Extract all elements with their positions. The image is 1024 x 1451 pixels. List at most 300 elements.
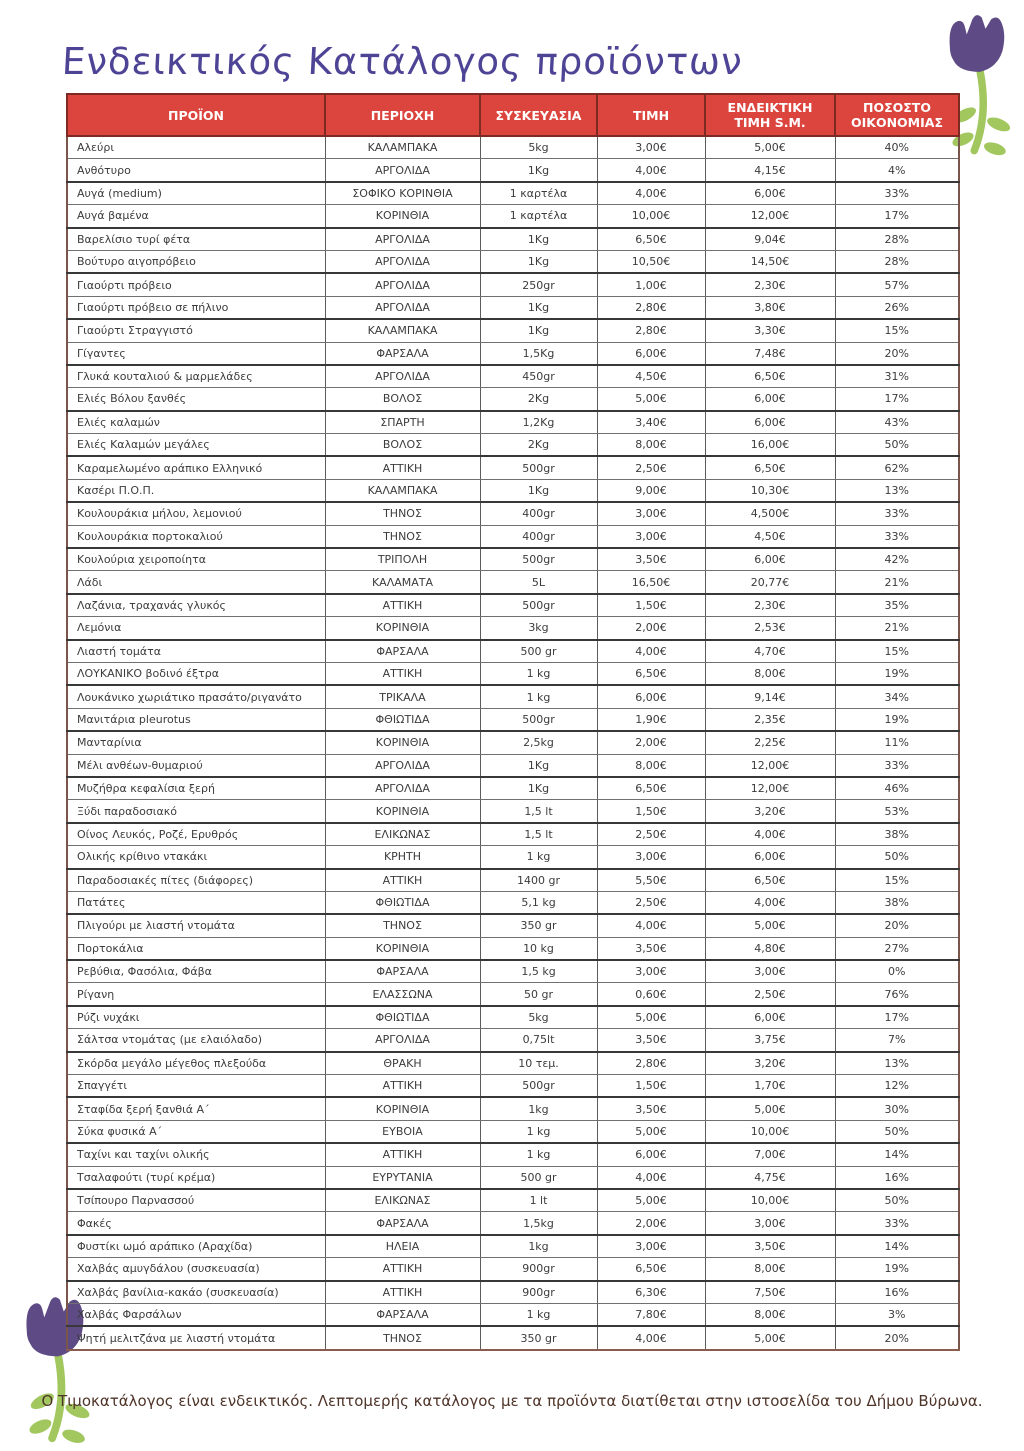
sm-price-cell: 4,50€ [705, 525, 835, 548]
sm-price-cell: 6,00€ [705, 388, 835, 411]
price-cell: 8,00€ [597, 434, 705, 457]
price-cell: 4,50€ [597, 365, 705, 388]
price-cell: 3,00€ [597, 502, 705, 525]
footer-note: Ο Τιμοκατάλογος είναι ενδεικτικός. Λεπτομερής κατάλογος με τα προϊόντα διατίθεται στην ιστοσελίδα του Δήμου Βύρωνα. [41, 1392, 983, 1410]
product-cell: Λάδι [67, 571, 325, 594]
table-row [67, 502, 959, 525]
savings-cell: 20% [835, 1326, 959, 1349]
product-cell: Σπαγγέτι [67, 1075, 325, 1098]
table-row [67, 319, 959, 342]
packaging-cell: 400gr [480, 525, 597, 548]
packaging-cell: 1Kg [480, 228, 597, 251]
packaging-cell: 2Kg [480, 388, 597, 411]
packaging-cell: 1Kg [480, 159, 597, 182]
savings-cell: 57% [835, 273, 959, 296]
region-cell: ΦΘΙΩΤΙΔΑ [325, 708, 480, 731]
product-cell: Αυγά (medium) [67, 182, 325, 205]
packaging-cell: 500 gr [480, 1166, 597, 1189]
sm-price-cell: 16,00€ [705, 434, 835, 457]
price-cell: 1,50€ [597, 1075, 705, 1098]
table-row [67, 1052, 959, 1075]
product-cell: Σάλτσα ντομάτας (με ελαιόλαδο) [67, 1029, 325, 1052]
product-cell: Ψητή μελιτζάνα με λιαστή ντομάτα [67, 1326, 325, 1349]
product-cell: Ταχίνι και ταχίνι ολικής [67, 1143, 325, 1166]
savings-cell: 50% [835, 434, 959, 457]
table-row [67, 891, 959, 914]
packaging-cell: 10 τεμ. [480, 1052, 597, 1075]
sm-price-cell: 5,00€ [705, 914, 835, 937]
product-cell: Λαζάνια, τραχανάς γλυκός [67, 594, 325, 617]
table-row [67, 1326, 959, 1349]
product-cell: Βούτυρο αιγοπρόβειο [67, 250, 325, 273]
product-cell: Μυζήθρα κεφαλίσια ξερή [67, 777, 325, 800]
price-cell: 8,00€ [597, 754, 705, 777]
savings-cell: 19% [835, 662, 959, 685]
savings-cell: 19% [835, 708, 959, 731]
region-cell: ΑΡΓΟΛΙΔΑ [325, 159, 480, 182]
packaging-cell: 10 kg [480, 937, 597, 960]
sm-price-cell: 3,20€ [705, 800, 835, 823]
price-cell: 16,50€ [597, 571, 705, 594]
product-cell: Ελιές Βόλου ξανθές [67, 388, 325, 411]
price-cell: 6,50€ [597, 1258, 705, 1281]
price-cell: 2,00€ [597, 731, 705, 754]
price-cell: 7,80€ [597, 1303, 705, 1326]
sm-price-cell: 20,77€ [705, 571, 835, 594]
region-cell: ΦΑΡΣΑΛΑ [325, 640, 480, 663]
packaging-cell: 3kg [480, 617, 597, 640]
packaging-cell: 5kg [480, 1006, 597, 1029]
table-row [67, 205, 959, 228]
sm-price-cell: 5,00€ [705, 136, 835, 159]
savings-cell: 13% [835, 1052, 959, 1075]
savings-cell: 4% [835, 159, 959, 182]
packaging-cell: 50 gr [480, 983, 597, 1006]
savings-cell: 46% [835, 777, 959, 800]
product-cell: Μανιτάρια pleurotus [67, 708, 325, 731]
savings-cell: 7% [835, 1029, 959, 1052]
table-row [67, 1235, 959, 1258]
table-row [67, 594, 959, 617]
region-cell: ΦΑΡΣΑΛΑ [325, 960, 480, 983]
product-cell: Ξύδι παραδοσιακό [67, 800, 325, 823]
price-cell: 4,00€ [597, 640, 705, 663]
packaging-cell: 1,5Kg [480, 342, 597, 365]
table-row [67, 1281, 959, 1304]
table-row [67, 708, 959, 731]
region-cell: ΑΡΓΟΛΙΔΑ [325, 228, 480, 251]
packaging-cell: 500gr [480, 456, 597, 479]
table-row [67, 365, 959, 388]
price-cell: 3,00€ [597, 525, 705, 548]
catalog-table-body [67, 136, 959, 1350]
table-row [67, 937, 959, 960]
region-cell: ΚΑΛΑΜΠΑΚΑ [325, 136, 480, 159]
sm-price-cell: 3,75€ [705, 1029, 835, 1052]
packaging-cell: 1,2Kg [480, 411, 597, 434]
savings-cell: 27% [835, 937, 959, 960]
table-row [67, 136, 959, 159]
price-cell: 2,00€ [597, 617, 705, 640]
price-cell: 4,00€ [597, 159, 705, 182]
region-cell: ΒΟΛΟΣ [325, 388, 480, 411]
region-cell: ΑΡΓΟΛΙΔΑ [325, 777, 480, 800]
packaging-cell: 500gr [480, 708, 597, 731]
product-cell: Γιαούρτι πρόβειο [67, 273, 325, 296]
table-row [67, 548, 959, 571]
region-cell: ΑΡΓΟΛΙΔΑ [325, 273, 480, 296]
product-cell: Γιαούρτι Στραγγιστό [67, 319, 325, 342]
table-row [67, 662, 959, 685]
packaging-cell: 1 καρτέλα [480, 182, 597, 205]
packaging-cell: 5kg [480, 136, 597, 159]
region-cell: ΚΟΡΙΝΘΙΑ [325, 800, 480, 823]
savings-cell: 53% [835, 800, 959, 823]
price-cell: 3,50€ [597, 1029, 705, 1052]
product-cell: Καραμελωμένο αράπικο Ελληνικό [67, 456, 325, 479]
sm-price-cell: 5,00€ [705, 1326, 835, 1349]
sm-price-cell: 12,00€ [705, 205, 835, 228]
price-cell: 10,00€ [597, 205, 705, 228]
price-cell: 2,50€ [597, 823, 705, 846]
packaging-cell: 450gr [480, 365, 597, 388]
table-row [67, 479, 959, 502]
table-row [67, 1189, 959, 1212]
table-row [67, 388, 959, 411]
price-cell: 5,00€ [597, 1006, 705, 1029]
region-cell: ΤΡΙΠΟΛΗ [325, 548, 480, 571]
savings-cell: 17% [835, 388, 959, 411]
region-cell: ΤΡΙΚΑΛΑ [325, 685, 480, 708]
sm-price-cell: 8,00€ [705, 662, 835, 685]
region-cell: ΤΗΝΟΣ [325, 525, 480, 548]
price-cell: 5,50€ [597, 869, 705, 892]
sm-price-cell: 8,00€ [705, 1303, 835, 1326]
price-cell: 4,00€ [597, 914, 705, 937]
price-cell: 3,00€ [597, 960, 705, 983]
price-cell: 6,00€ [597, 1143, 705, 1166]
packaging-cell: 1 kg [480, 846, 597, 869]
region-cell: ΚΟΡΙΝΘΙΑ [325, 617, 480, 640]
region-cell: ΤΗΝΟΣ [325, 502, 480, 525]
packaging-cell: 1,5 lt [480, 823, 597, 846]
savings-cell: 50% [835, 846, 959, 869]
table-row [67, 250, 959, 273]
product-cell: Σταφίδα ξερή ξανθιά Α΄ [67, 1097, 325, 1120]
sm-price-cell: 4,00€ [705, 891, 835, 914]
packaging-cell: 2,5kg [480, 731, 597, 754]
region-cell: ΑΤΤΙΚΗ [325, 456, 480, 479]
region-cell: ΒΟΛΟΣ [325, 434, 480, 457]
product-cell: Αυγά βαμένα [67, 205, 325, 228]
region-cell: ΦΘΙΩΤΙΔΑ [325, 1006, 480, 1029]
price-cell: 3,50€ [597, 1097, 705, 1120]
region-cell: ΑΡΓΟΛΙΔΑ [325, 754, 480, 777]
price-cell: 1,50€ [597, 800, 705, 823]
savings-cell: 28% [835, 250, 959, 273]
price-cell: 9,00€ [597, 479, 705, 502]
table-row [67, 914, 959, 937]
savings-cell: 20% [835, 914, 959, 937]
product-cell: Παραδοσιακές πίτες (διάφορες) [67, 869, 325, 892]
savings-cell: 43% [835, 411, 959, 434]
price-cell: 3,50€ [597, 548, 705, 571]
sm-price-cell: 10,00€ [705, 1189, 835, 1212]
region-cell: ΑΤΤΙΚΗ [325, 594, 480, 617]
packaging-cell: 400gr [480, 502, 597, 525]
sm-price-cell: 9,14€ [705, 685, 835, 708]
region-cell: ΑΤΤΙΚΗ [325, 1143, 480, 1166]
packaging-cell: 1400 gr [480, 869, 597, 892]
table-row [67, 296, 959, 319]
packaging-cell: 0,75lt [480, 1029, 597, 1052]
sm-price-cell: 4,75€ [705, 1166, 835, 1189]
product-cell: Χαλβάς αμυγδάλου (συσκευασία) [67, 1258, 325, 1281]
table-row [67, 1006, 959, 1029]
product-cell: Πατάτες [67, 891, 325, 914]
table-row [67, 617, 959, 640]
sm-price-cell: 12,00€ [705, 754, 835, 777]
region-cell: ΑΡΓΟΛΙΔΑ [325, 1029, 480, 1052]
region-cell: ΦΑΡΣΑΛΑ [325, 1303, 480, 1326]
packaging-cell: 900gr [480, 1281, 597, 1304]
savings-cell: 33% [835, 182, 959, 205]
sm-price-cell: 2,50€ [705, 983, 835, 1006]
packaging-cell: 250gr [480, 273, 597, 296]
sm-price-cell: 6,50€ [705, 869, 835, 892]
price-cell: 2,80€ [597, 319, 705, 342]
savings-cell: 38% [835, 823, 959, 846]
packaging-cell: 1 καρτέλα [480, 205, 597, 228]
savings-cell: 0% [835, 960, 959, 983]
packaging-cell: 1kg [480, 1235, 597, 1258]
table-header-row [67, 94, 959, 136]
region-cell: ΚΟΡΙΝΘΙΑ [325, 205, 480, 228]
sm-price-cell: 10,00€ [705, 1120, 835, 1143]
savings-cell: 14% [835, 1235, 959, 1258]
product-cell: Ανθότυρο [67, 159, 325, 182]
packaging-cell: 500gr [480, 1075, 597, 1098]
price-cell: 6,30€ [597, 1281, 705, 1304]
table-row [67, 640, 959, 663]
price-cell: 3,00€ [597, 846, 705, 869]
product-cell: Λουκάνικο χωριάτικο πρασάτο/ριγανάτο [67, 685, 325, 708]
product-cell: Ρίγανη [67, 983, 325, 1006]
price-cell: 3,00€ [597, 136, 705, 159]
sm-price-cell: 2,35€ [705, 708, 835, 731]
header-savings: ΠΟΣΟΣΤΟ ΟΙΚΟΝΟΜΙΑΣ [835, 94, 959, 136]
sm-price-cell: 6,50€ [705, 456, 835, 479]
table-row [67, 411, 959, 434]
table-row [67, 869, 959, 892]
savings-cell: 11% [835, 731, 959, 754]
product-cell: Πλιγούρι με λιαστή ντομάτα [67, 914, 325, 937]
table-row [67, 1258, 959, 1281]
sm-price-cell: 4,500€ [705, 502, 835, 525]
savings-cell: 21% [835, 617, 959, 640]
product-cell: Μανταρίνια [67, 731, 325, 754]
savings-cell: 3% [835, 1303, 959, 1326]
region-cell: ΚΟΡΙΝΘΙΑ [325, 1097, 480, 1120]
price-cell: 4,00€ [597, 182, 705, 205]
product-cell: Αλεύρι [67, 136, 325, 159]
savings-cell: 28% [835, 228, 959, 251]
product-cell: Τσαλαφούτι (τυρί κρέμα) [67, 1166, 325, 1189]
table-row [67, 1120, 959, 1143]
price-cell: 3,00€ [597, 1235, 705, 1258]
price-catalog-table [66, 93, 960, 1351]
packaging-cell: 1Kg [480, 754, 597, 777]
price-cell: 1,90€ [597, 708, 705, 731]
savings-cell: 19% [835, 1258, 959, 1281]
table-row [67, 571, 959, 594]
region-cell: ΣΠΑΡΤΗ [325, 411, 480, 434]
sm-price-cell: 4,80€ [705, 937, 835, 960]
region-cell: ΕΥΒΟΙΑ [325, 1120, 480, 1143]
header-packaging: ΣΥΣΚΕΥΑΣΙΑ [480, 94, 597, 136]
savings-cell: 50% [835, 1189, 959, 1212]
savings-cell: 76% [835, 983, 959, 1006]
price-cell: 5,00€ [597, 1189, 705, 1212]
packaging-cell: 1,5 lt [480, 800, 597, 823]
packaging-cell: 900gr [480, 1258, 597, 1281]
region-cell: ΚΡΗΤΗ [325, 846, 480, 869]
sm-price-cell: 3,50€ [705, 1235, 835, 1258]
sm-price-cell: 6,50€ [705, 365, 835, 388]
price-cell: 6,50€ [597, 777, 705, 800]
table-row [67, 456, 959, 479]
table-row [67, 273, 959, 296]
table-row [67, 1212, 959, 1235]
product-cell: Κασέρι Π.Ο.Π. [67, 479, 325, 502]
packaging-cell: 1Kg [480, 319, 597, 342]
product-cell: Οίνος Λευκός, Ροζέ, Ερυθρός [67, 823, 325, 846]
table-row [67, 342, 959, 365]
price-cell: 2,80€ [597, 296, 705, 319]
price-cell: 3,50€ [597, 937, 705, 960]
region-cell: ΚΑΛΑΜΠΑΚΑ [325, 479, 480, 502]
region-cell: ΕΛΑΣΣΩΝΑ [325, 983, 480, 1006]
packaging-cell: 350 gr [480, 914, 597, 937]
table-row [67, 159, 959, 182]
product-cell: Τσίπουρο Παρνασσού [67, 1189, 325, 1212]
sm-price-cell: 3,30€ [705, 319, 835, 342]
packaging-cell: 1,5 kg [480, 960, 597, 983]
product-cell: Κουλουράκια πορτοκαλιού [67, 525, 325, 548]
region-cell: ΑΤΤΙΚΗ [325, 1075, 480, 1098]
table-row [67, 228, 959, 251]
savings-cell: 50% [835, 1120, 959, 1143]
sm-price-cell: 1,70€ [705, 1075, 835, 1098]
region-cell: ΑΡΓΟΛΙΔΑ [325, 250, 480, 273]
product-cell: Χαλβάς Φαρσάλων [67, 1303, 325, 1326]
product-cell: Κουλούρια χειροποίητα [67, 548, 325, 571]
table-row [67, 983, 959, 1006]
sm-price-cell: 6,00€ [705, 182, 835, 205]
table-row [67, 525, 959, 548]
savings-cell: 35% [835, 594, 959, 617]
savings-cell: 40% [835, 136, 959, 159]
packaging-cell: 1 kg [480, 1120, 597, 1143]
packaging-cell: 1 kg [480, 1143, 597, 1166]
savings-cell: 16% [835, 1166, 959, 1189]
product-cell: Λιαστή τομάτα [67, 640, 325, 663]
packaging-cell: 500gr [480, 548, 597, 571]
table-row [67, 1166, 959, 1189]
sm-price-cell: 6,00€ [705, 1006, 835, 1029]
price-cell: 5,00€ [597, 388, 705, 411]
region-cell: ΕΥΡΥΤΑΝΙΑ [325, 1166, 480, 1189]
price-cell: 2,80€ [597, 1052, 705, 1075]
table-row [67, 754, 959, 777]
header-region: ΠΕΡΙΟΧΗ [325, 94, 480, 136]
savings-cell: 33% [835, 525, 959, 548]
packaging-cell: 1Kg [480, 777, 597, 800]
price-cell: 10,50€ [597, 250, 705, 273]
sm-price-cell: 3,00€ [705, 960, 835, 983]
sm-price-cell: 6,00€ [705, 548, 835, 571]
region-cell: ΦΑΡΣΑΛΑ [325, 1212, 480, 1235]
table-row [67, 960, 959, 983]
packaging-cell: 5,1 kg [480, 891, 597, 914]
region-cell: ΘΡΑΚΗ [325, 1052, 480, 1075]
product-cell: Κουλουράκια μήλου, λεμονιού [67, 502, 325, 525]
price-cell: 4,00€ [597, 1166, 705, 1189]
sm-price-cell: 6,00€ [705, 846, 835, 869]
packaging-cell: 1 kg [480, 1303, 597, 1326]
sm-price-cell: 3,80€ [705, 296, 835, 319]
product-cell: Σύκα φυσικά Α΄ [67, 1120, 325, 1143]
price-cell: 3,40€ [597, 411, 705, 434]
sm-price-cell: 2,30€ [705, 273, 835, 296]
savings-cell: 38% [835, 891, 959, 914]
packaging-cell: 350 gr [480, 1326, 597, 1349]
product-cell: Ρεβύθια, Φασόλια, Φάβα [67, 960, 325, 983]
packaging-cell: 1 kg [480, 662, 597, 685]
header-price: ΤΙΜΗ [597, 94, 705, 136]
product-cell: Φακές [67, 1212, 325, 1235]
savings-cell: 16% [835, 1281, 959, 1304]
savings-cell: 33% [835, 754, 959, 777]
header-sm-price: ΕΝΔΕΙΚΤΙΚΗ ΤΙΜΗ S.M. [705, 94, 835, 136]
savings-cell: 17% [835, 205, 959, 228]
packaging-cell: 500 gr [480, 640, 597, 663]
product-cell: Γλυκά κουταλιού & μαρμελάδες [67, 365, 325, 388]
sm-price-cell: 7,50€ [705, 1281, 835, 1304]
table-row [67, 800, 959, 823]
price-cell: 2,50€ [597, 891, 705, 914]
region-cell: ΑΤΤΙΚΗ [325, 662, 480, 685]
region-cell: ΣΟΦΙΚΟ ΚΟΡΙΝΘΙΑ [325, 182, 480, 205]
table-row [67, 1097, 959, 1120]
region-cell: ΕΛΙΚΩΝΑΣ [325, 1189, 480, 1212]
product-cell: Φυστίκι ωμό αράπικο (Αραχίδα) [67, 1235, 325, 1258]
region-cell: ΑΡΓΟΛΙΔΑ [325, 365, 480, 388]
sm-price-cell: 7,00€ [705, 1143, 835, 1166]
sm-price-cell: 7,48€ [705, 342, 835, 365]
sm-price-cell: 2,25€ [705, 731, 835, 754]
packaging-cell: 1,5kg [480, 1212, 597, 1235]
table-row [67, 1143, 959, 1166]
savings-cell: 12% [835, 1075, 959, 1098]
table-row [67, 685, 959, 708]
packaging-cell: 5L [480, 571, 597, 594]
savings-cell: 30% [835, 1097, 959, 1120]
product-cell: Γίγαντες [67, 342, 325, 365]
packaging-cell: 500gr [480, 594, 597, 617]
savings-cell: 14% [835, 1143, 959, 1166]
sm-price-cell: 5,00€ [705, 1097, 835, 1120]
